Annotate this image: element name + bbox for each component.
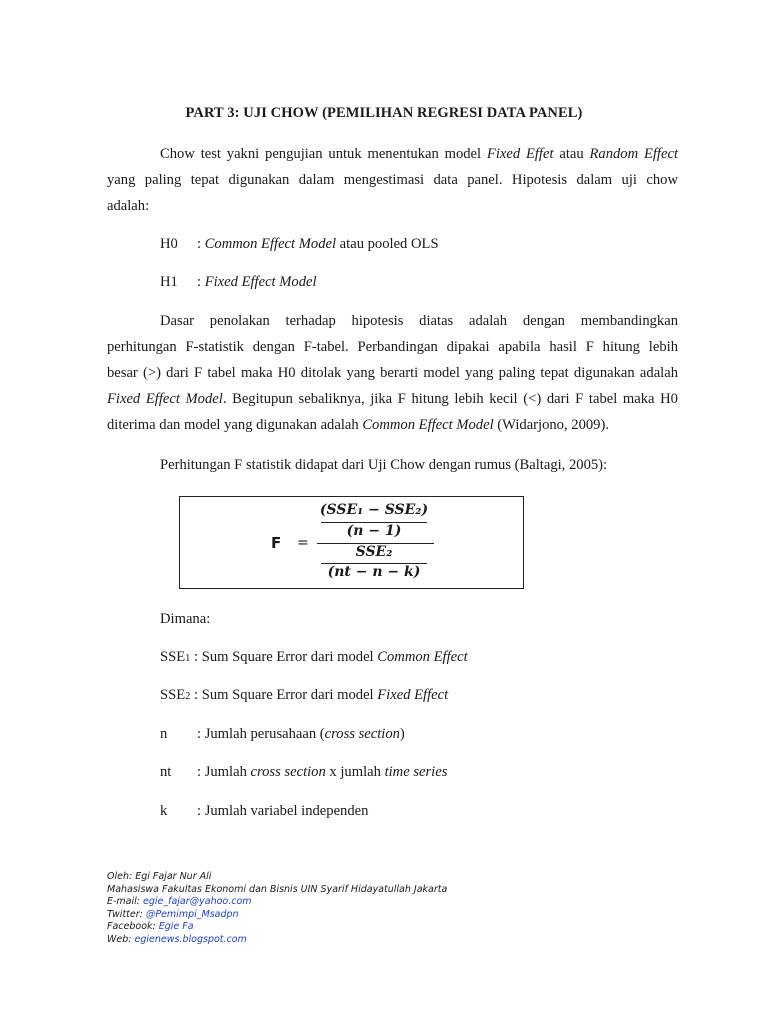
basis-line-5: diterima dan model yang digunakan adalah Common Effect Model (Widarjono, 2009). [107, 417, 609, 433]
basis-line-4: Fixed Effect Model. Begitupun sebaliknya, jika F hitung lebih kecil (<) dari F tabel maka H0 [107, 391, 678, 407]
intro-line-3: adalah: [107, 198, 150, 214]
email-link[interactable]: egie_fajar@yahoo.com [143, 896, 252, 908]
definition-sse1: SSE1 : Sum Square Error dari model Common Effect [160, 649, 468, 665]
footer-email-row: E-mail: egie_fajar@yahoo.com [107, 896, 252, 908]
intro-line-2: yang paling tepat digunakan dalam mengestimasi data panel. Hipotesis dalam uji chow [107, 172, 678, 188]
formula-box [179, 496, 524, 589]
formula-num-bottom: (n − 1) [346, 523, 402, 539]
formula-den-top: SSE₂ [355, 544, 393, 560]
formula-den-bottom: (nt − n − k) [327, 564, 421, 580]
dimana-label: Dimana: [160, 611, 211, 627]
definition-nt: nt : Jumlah cross section x jumlah time series [160, 764, 448, 780]
basis-paragraph [107, 308, 678, 438]
definition-k: k : Jumlah variabel independen [160, 803, 369, 819]
formula-num-top: (SSE₁ − SSE₂) [319, 502, 429, 518]
hypothesis-h1: H1 : Fixed Effect Model [160, 274, 317, 290]
basis-line-3: besar (>) dari F tabel maka H0 ditolak yang berarti model yang paling tepat digunakan adalah [107, 365, 678, 381]
formula-lhs: F [271, 534, 282, 552]
facebook-link[interactable]: Egie Fa [158, 921, 194, 933]
formula-equals: = [297, 535, 309, 551]
basis-line-1: Dasar penolakan terhadap hipotesis diatas adalah dengan membandingkan [160, 313, 678, 329]
footer-twitter-row: Twitter: @Pemimpi_Msadpn [107, 908, 239, 920]
twitter-link[interactable]: @Pemimpi_Msadpn [145, 908, 239, 920]
intro-line-1: Chow test yakni pengujian untuk menentukan model Fixed Effet atau Random Effect [160, 146, 678, 162]
definition-sse2: SSE2 : Sum Square Error dari model Fixed Effect [160, 687, 449, 703]
intro-paragraph [107, 141, 678, 219]
calc-intro: Perhitungan F statistik didapat dari Uji Chow dengan rumus (Baltagi, 2005): [160, 457, 608, 473]
footer-affiliation: Mahasiswa Fakultas Ekonomi dan Bisnis UIN Syarif Hidayatullah Jakarta [107, 883, 448, 895]
web-link[interactable]: egienews.blogspot.com [134, 933, 247, 945]
hypothesis-h0: H0 : Common Effect Model atau pooled OLS [160, 236, 439, 252]
basis-line-2: perhitungan F-statistik dengan F-tabel. Perbandingan dipakai apabila hasil F hitung lebih [107, 339, 678, 355]
author-footer [107, 871, 447, 947]
definition-n: n : Jumlah perusahaan (cross section) [160, 726, 405, 742]
page-title: PART 3: UJI CHOW (PEMILIHAN REGRESI DATA PANEL) [185, 105, 583, 121]
footer-author: Oleh: Egi Fajar Nur Ali [107, 871, 212, 882]
footer-facebook-row: Facebook: Egie Fa [107, 921, 194, 933]
footer-web-row: Web: egienews.blogspot.com [107, 933, 247, 945]
